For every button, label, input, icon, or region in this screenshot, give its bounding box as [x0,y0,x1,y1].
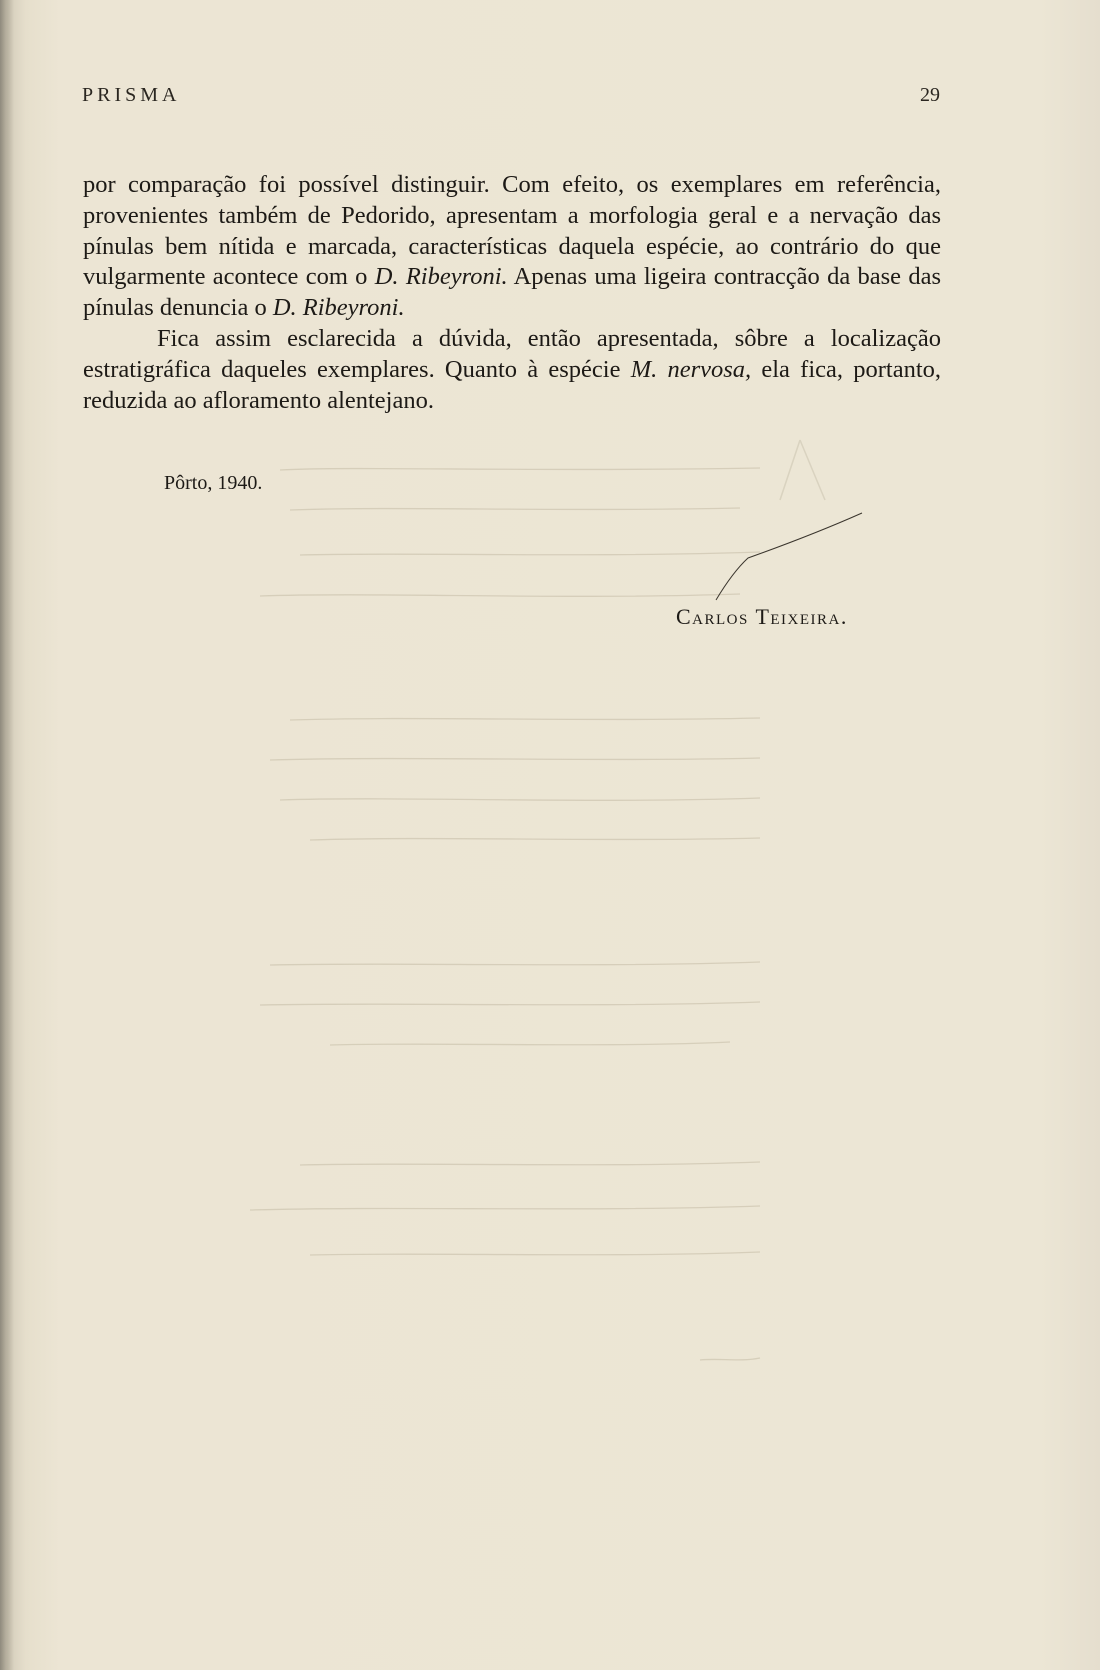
paragraph [83,324,941,416]
taxon-name: D. Ribeyroni. [374,263,508,291]
running-head: PRISMA [82,84,181,106]
taxon-name: M. nervosa, [630,355,752,383]
text-run: por comparação foi possível distinguir. Com efeito, os exemplares em referência, provenientes também de Pedorido, apresentam a morfologia geral e a nervação das pínulas bem nítida e marcada, características daquela espécie, ao contrário do que vulgarmente acontece com o [83,171,941,291]
text-run: ela fica, portanto, reduzida ao afloramento alentejano. [83,355,941,414]
author-signature: Carlos Teixeira. [676,604,848,629]
taxon-name: D. Ribeyroni. [272,294,405,322]
text-run: Apenas uma ligeira contracção da base das pínulas denuncia o [83,263,941,322]
binding-shadow [0,0,14,1670]
dateline: Pôrto, 1940. [164,472,263,494]
paragraph [83,170,941,324]
text-run: Fica assim esclarecida a dúvida, então apresentada, sôbre a localização estratigráfica daqueles exemplares. Quanto à espécie [83,324,941,383]
body-text [83,170,941,416]
page-number: 29 [920,84,940,106]
